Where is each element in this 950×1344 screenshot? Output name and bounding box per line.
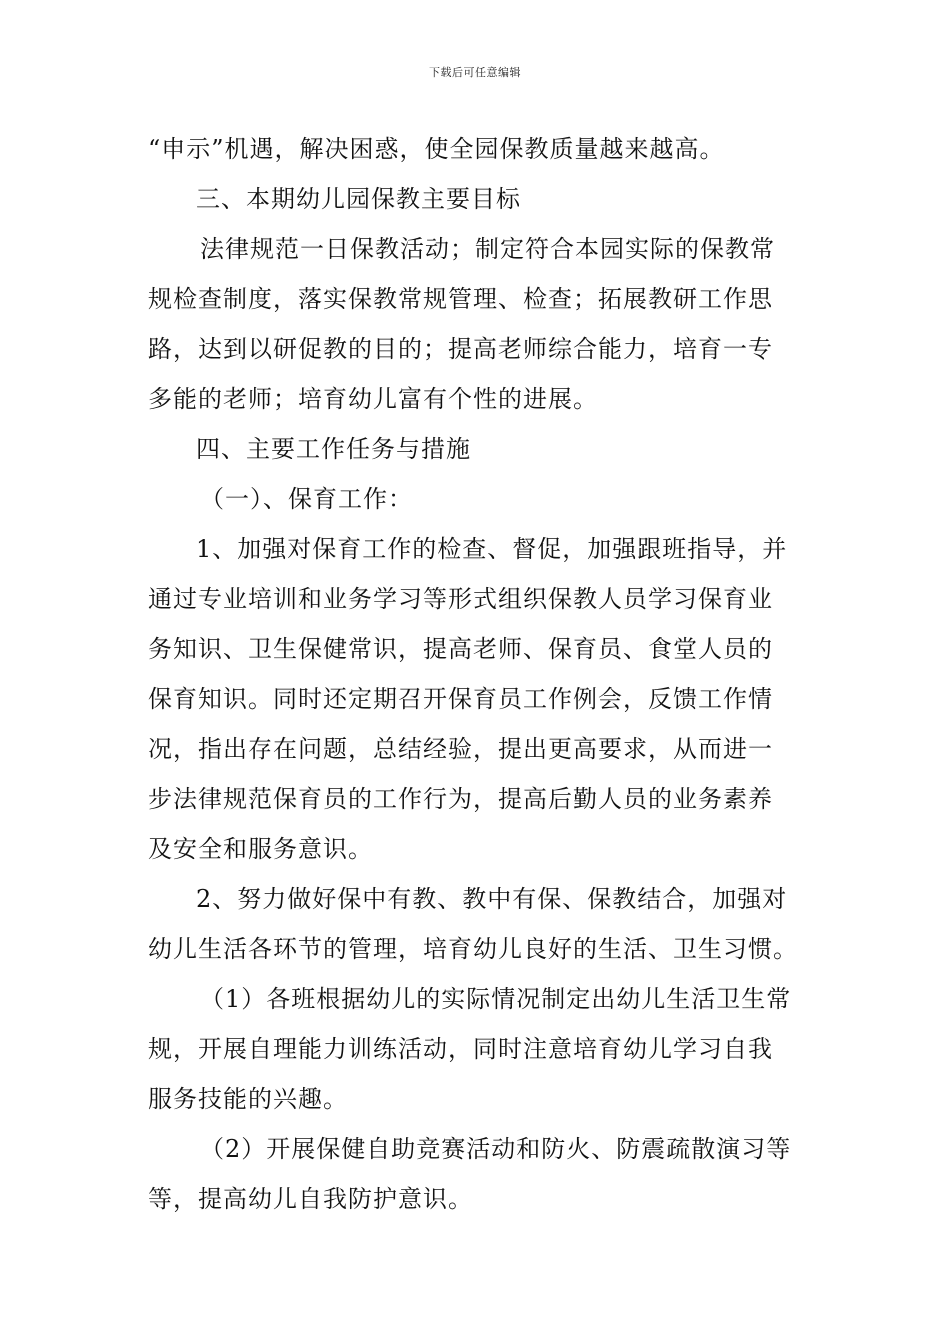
paragraph-line: （2）开展保健自助竞赛活动和防火、防震疏散演习等 [200,1135,792,1163]
subsection-heading: （一）、保育工作： [200,485,413,513]
paragraph-line: （1）各班根据幼儿的实际情况制定出幼儿生活卫生常 [200,985,792,1013]
paragraph-line: 规检查制度，落实保教常规管理、检查；拓展教研工作思 [148,285,773,313]
paragraph-line: 步法律规范保育员的工作行为，提高后勤人员的业务素养 [148,785,773,813]
section-heading: 三、本期幼儿园保教主要目标 [196,185,521,213]
paragraph-line: 及安全和服务意识。 [148,835,373,863]
paragraph-line: 规，开展自理能力训练活动，同时注意培育幼儿学习自我 [148,1035,773,1063]
paragraph-line: “申示”机遇，解决困惑，使全园保教质量越来越高。 [148,135,725,163]
paragraph-line: 保育知识。同时还定期召开保育员工作例会，反馈工作情 [148,685,773,713]
paragraph-line: 等，提高幼儿自我防护意识。 [148,1185,473,1213]
section-heading: 四、主要工作任务与措施 [196,435,471,463]
paragraph-line: 多能的老师；培育幼儿富有个性的进展。 [148,385,598,413]
paragraph-line: 通过专业培训和业务学习等形式组织保教人员学习保育业 [148,585,773,613]
paragraph-line: 2、努力做好保中有教、教中有保、保教结合，加强对 [196,885,788,913]
paragraph-line: 路，达到以研促教的目的；提高老师综合能力，培育一专 [148,335,773,363]
paragraph-line: 务知识、卫生保健常识，提高老师、保育员、食堂人员的 [148,635,773,663]
page-header: 下载后可任意编辑 [429,66,521,79]
paragraph-line: 幼儿生活各环节的管理，培育幼儿良好的生活、卫生习惯。 [148,935,798,963]
paragraph-line: 况，指出存在问题，总结经验，提出更高要求，从而进一 [148,735,773,763]
paragraph-line: 1、加强对保育工作的检查、督促，加强跟班指导，并 [196,535,788,563]
paragraph-line: 法律规范一日保教活动；制定符合本园实际的保教常 [200,235,775,263]
paragraph-line: 服务技能的兴趣。 [148,1085,348,1113]
